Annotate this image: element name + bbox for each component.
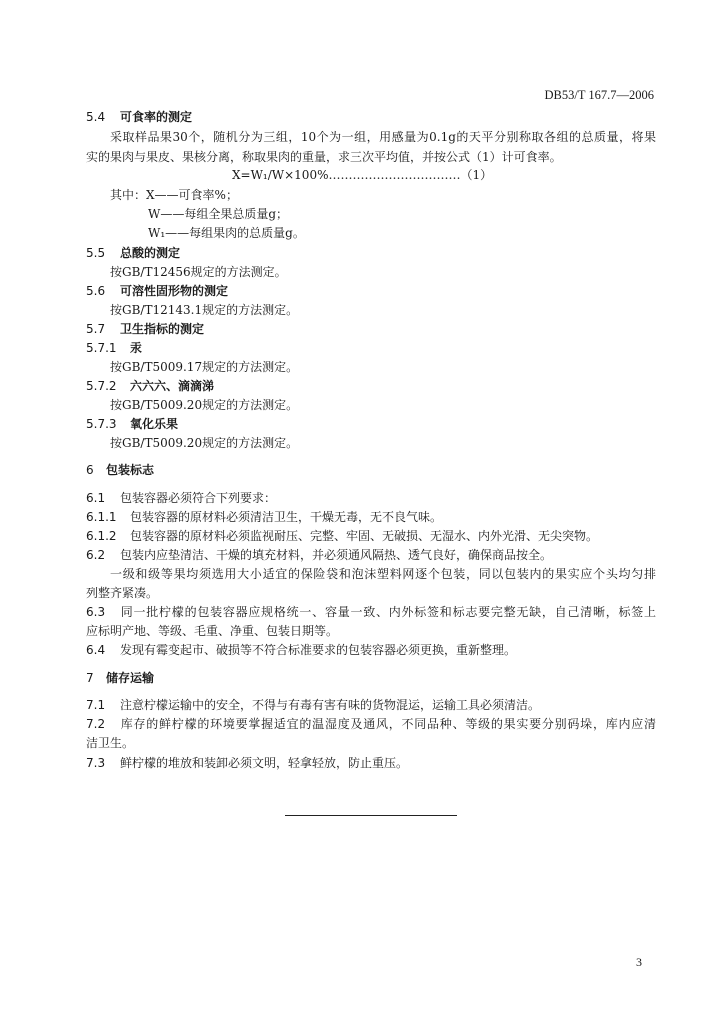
clause-6-1 xyxy=(86,490,276,506)
paragraph: 按GB/T5009.20规定的方法测定。 xyxy=(110,436,299,450)
paragraph: 应标明产地、等级、毛重、净重、包装日期等。 xyxy=(86,624,339,638)
section-number: 5.7.3 xyxy=(86,417,117,431)
section-title: 卫生指标的测定 xyxy=(120,322,205,336)
clause-number: 6.4 xyxy=(86,643,106,657)
section-title: 包装标志 xyxy=(106,463,155,477)
heading-5-7-1 xyxy=(86,340,142,356)
section-title: 储存运输 xyxy=(106,671,155,685)
heading-6 xyxy=(86,462,154,478)
clause-7-1 xyxy=(86,697,540,713)
section-title: 总酸的测定 xyxy=(120,246,181,260)
section-title: 可食率的测定 xyxy=(120,110,193,124)
where-line: W——每组全果总质量g； xyxy=(148,207,289,221)
section-number: 5.5 xyxy=(86,246,106,260)
clause-text: 鲜柠檬的堆放和装卸必须文明，轻拿轻放，防止重压。 xyxy=(120,756,409,770)
heading-5-7-2 xyxy=(86,378,214,394)
clause-number: 7.3 xyxy=(86,756,106,770)
section-number: 5.7 xyxy=(86,322,106,336)
section-title: 可溶性固形物的测定 xyxy=(120,284,229,298)
paragraph: 洁卫生。 xyxy=(86,736,135,750)
heading-5-7 xyxy=(86,321,204,337)
section-number: 5.6 xyxy=(86,284,106,298)
clause-number: 6.1.1 xyxy=(86,510,117,524)
clause-6-2 xyxy=(86,547,552,563)
paragraph: 一级和级等果均须选用大小适宜的保险袋和泡沫塑料网逐个包装，同以包装内的果实应个头均匀排 xyxy=(110,567,656,581)
clause-number: 6.3 xyxy=(86,605,106,619)
clause-text: 包装容器的原材料必须清洁卫生，干燥无毒，无不良气味。 xyxy=(130,510,443,524)
clause-7-3 xyxy=(86,755,408,771)
clause-number: 7.2 xyxy=(86,717,106,731)
clause-number: 6.2 xyxy=(86,548,106,562)
where-line: W₁——每组果肉的总质量g。 xyxy=(148,226,305,240)
where-line: 其中：X——可食率%； xyxy=(110,188,238,202)
section-title: 六六六、滴滴涕 xyxy=(130,379,215,393)
clause-6-4 xyxy=(86,642,516,658)
clause-text: 注意柠檬运输中的安全，不得与有毒有害有味的货物混运，运输工具必须清洁。 xyxy=(120,698,541,712)
clause-number: 6.1 xyxy=(86,491,106,505)
clause-7-2 xyxy=(86,716,656,732)
clause-text: 同一批柠檬的包装容器应规格统一、容量一致、内外标签和标志要完整无缺，自己清晰，标签上 xyxy=(120,605,656,619)
paragraph: 列整齐紧凑。 xyxy=(86,586,159,600)
clause-text: 包装容器必须符合下列要求： xyxy=(120,491,277,505)
section-number: 5.7.2 xyxy=(86,379,117,393)
section-title: 汞 xyxy=(130,341,143,355)
heading-5-7-3 xyxy=(86,416,178,432)
clause-text: 包装内应垫清洁、干燥的填充材料，并必须通风隔热、透气良好，确保商品按全。 xyxy=(120,548,553,562)
heading-7 xyxy=(86,670,154,686)
clause-text: 包装容器的原材料必须监视耐压、完整、牢固、无破损、无湿水、内外光滑、无尖突物。 xyxy=(130,529,599,543)
standard-code: DB53/T 167.7—2006 xyxy=(544,88,654,102)
clause-text: 库存的鲜柠檬的环境要掌握适宜的温湿度及通风，不同品种、等级的果实要分别码垛，库内应清 xyxy=(120,717,656,731)
paragraph: 按GB/T12143.1规定的方法测定。 xyxy=(110,303,299,317)
clause-6-1-1 xyxy=(86,509,442,525)
heading-5-4 xyxy=(86,109,192,125)
end-rule xyxy=(285,815,457,816)
section-number: 7 xyxy=(86,671,94,685)
paragraph: 采取样品果30个，随机分为三组，10个为一组，用感量为0.1g的天平分别称取各组的总质量，将果 xyxy=(110,130,656,144)
clause-text: 发现有霉变起市、破损等不符合标准要求的包装容器必须更换，重新整理。 xyxy=(120,643,517,657)
page-number: 3 xyxy=(636,955,642,969)
paragraph: 按GB/T12456规定的方法测定。 xyxy=(110,265,287,279)
formula: X=W₁/W×100%……………………………（1） xyxy=(232,168,493,182)
section-title: 氧化乐果 xyxy=(130,417,179,431)
section-number: 6 xyxy=(86,463,94,477)
paragraph: 实的果肉与果皮、果核分离，称取果肉的重量，求三次平均值，并按公式（1）计可食率。 xyxy=(86,150,562,164)
clause-6-1-2 xyxy=(86,528,598,544)
clause-number: 7.1 xyxy=(86,698,106,712)
clause-6-3 xyxy=(86,604,656,620)
heading-5-5 xyxy=(86,245,180,261)
paragraph: 按GB/T5009.17规定的方法测定。 xyxy=(110,360,299,374)
heading-5-6 xyxy=(86,283,228,299)
section-number: 5.7.1 xyxy=(86,341,117,355)
section-number: 5.4 xyxy=(86,110,106,124)
clause-number: 6.1.2 xyxy=(86,529,117,543)
paragraph: 按GB/T5009.20规定的方法测定。 xyxy=(110,398,299,412)
